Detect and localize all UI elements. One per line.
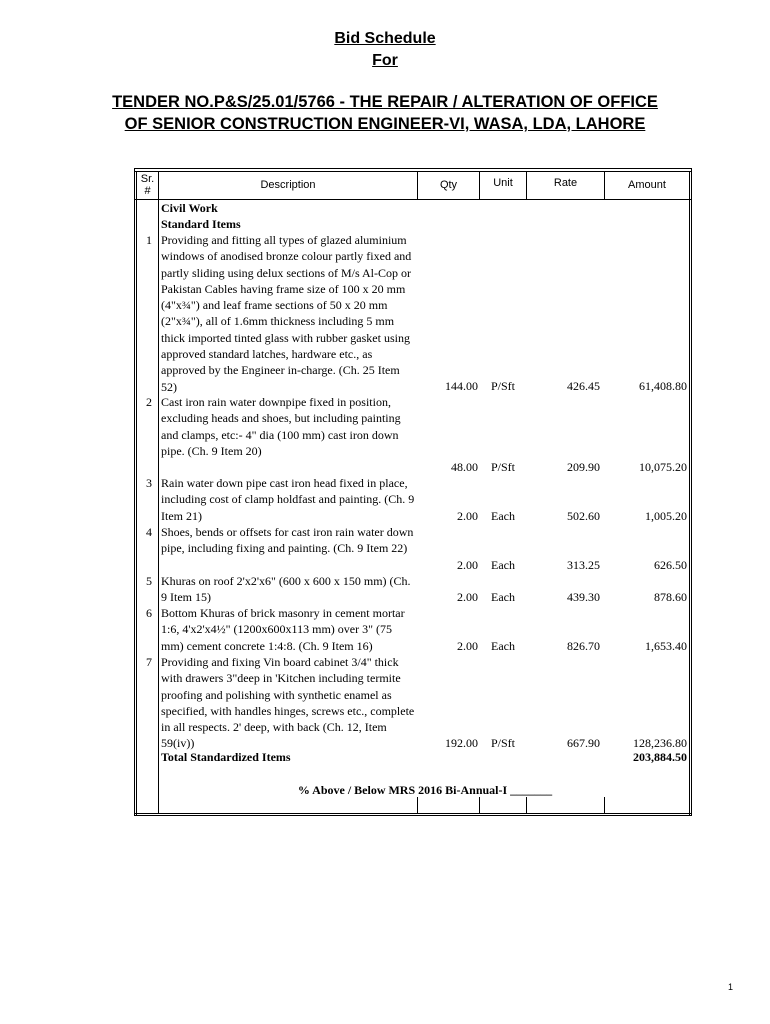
table-row-unit: Each xyxy=(491,509,515,523)
column-header-amount: Amount xyxy=(628,179,666,191)
table-row-unit: P/Sft xyxy=(490,736,515,750)
table-row-amount: 61,408.80 xyxy=(639,379,687,393)
document-title: Bid Schedule xyxy=(334,30,436,47)
table-row-qty: 2.00 xyxy=(457,558,478,572)
table-row-amount: 878.60 xyxy=(654,590,687,604)
table-row-rate: 667.90 xyxy=(567,736,600,750)
table-row-qty: 2.00 xyxy=(457,590,478,604)
table-row-description: Rain water down pipe cast iron head fixed in place, including cost of clamp holdfast and painting. (Ch. 9 Item 21) xyxy=(161,476,415,523)
section-title: Civil Work xyxy=(161,201,218,215)
table-row-description: Providing and fixing Vin board cabinet 3/4" thick with drawers 3"deep in 'Kitchen including termite proofing and polishing with synthetic enamel as specified, with handles hinges, screws etc., complete in all respects. 2' deep, with back (Ch. 12, Item 59(iv)) xyxy=(161,655,415,751)
table-row-rate: 426.45 xyxy=(567,379,600,393)
table-border-top xyxy=(134,168,692,169)
column-header-unit: Unit xyxy=(493,177,513,189)
table-border-left xyxy=(134,168,135,816)
table-row-amount: 626.50 xyxy=(654,558,687,572)
table-row-sr: 5 xyxy=(146,574,152,588)
table-row-unit: P/Sft xyxy=(490,460,515,474)
table-border-top-inner xyxy=(134,171,692,172)
col-divider-desc-bottom xyxy=(417,797,418,813)
total-amount: 203,884.50 xyxy=(633,750,687,764)
table-row-unit: Each xyxy=(491,590,515,604)
col-divider-sr xyxy=(158,171,159,813)
table-row-unit: Each xyxy=(491,558,515,572)
table-row-qty: 144.00 xyxy=(445,379,478,393)
table-row-sr: 1 xyxy=(146,233,152,247)
table-row-sr: 6 xyxy=(146,606,152,620)
table-row-sr: 7 xyxy=(146,655,152,669)
total-label: Total Standardized Items xyxy=(161,750,291,764)
table-border-right xyxy=(691,168,692,816)
table-row-unit: P/Sft xyxy=(490,379,515,393)
table-border-bottom-inner xyxy=(134,815,692,816)
table-row-amount: 1,653.40 xyxy=(645,639,687,653)
table-row-sr: 2 xyxy=(146,395,152,409)
table-row-description: Providing and fitting all types of glazed aluminium windows of anodised bronze colour partly fixed and partly sliding using delux sections of M/s Al-Cop or Pakistan Cables having frame size of 100 x 20 mm (4"x¾") and leaf frame sections of 50 x 20 mm (2"x¾"), all of 1.6mm thickness including 5 mm thick imported tinted glass with rubber gasket using approved standard latches, hardware etc., as approved by the Engineer in-charge. (Ch. 25 Item 52) xyxy=(161,233,412,394)
table-row-qty: 48.00 xyxy=(451,460,478,474)
table-border-bottom xyxy=(134,813,692,814)
table-row-qty: 2.00 xyxy=(457,509,478,523)
tender-title-line-1: TENDER NO.P&S/25.01/5766 - THE REPAIR / ALTERATION OF OFFICE xyxy=(112,93,658,111)
table-border-left-inner xyxy=(136,171,137,816)
table-row-unit: Each xyxy=(491,639,515,653)
column-header-rate: Rate xyxy=(553,177,578,189)
table-row-amount: 10,075.20 xyxy=(639,460,687,474)
page-number: 1 xyxy=(728,982,734,992)
table-row-rate: 502.60 xyxy=(567,509,600,523)
column-header-sr: Sr. # xyxy=(140,173,155,197)
table-row-rate: 439.30 xyxy=(567,590,600,604)
col-divider-rate-bottom xyxy=(604,797,605,813)
col-divider-unit-bottom xyxy=(526,797,527,813)
table-border-right-inner xyxy=(689,171,690,816)
column-header-description: Description xyxy=(260,179,316,191)
table-row-description: Bottom Khuras of brick masonry in cement mortar 1:6, 4'x2'x4½" (1200x600x113 mm) over 3" (75 mm) cement concrete 1:4:8. (Ch. 9 Item 16) xyxy=(161,606,405,653)
table-row-qty: 192.00 xyxy=(445,736,478,750)
document-subtitle-for: For xyxy=(372,52,398,69)
table-row-amount: 1,005.20 xyxy=(645,509,687,523)
table-row-qty: 2.00 xyxy=(457,639,478,653)
table-row-description: Khuras on roof 2'x2'x6" (600 x 600 x 150 mm) (Ch. 9 Item 15) xyxy=(161,574,411,605)
table-row-sr: 4 xyxy=(146,525,152,539)
table-row-rate: 826.70 xyxy=(567,639,600,653)
column-header-qty: Qty xyxy=(439,179,458,191)
tender-title-line-2: OF SENIOR CONSTRUCTION ENGINEER-VI, WASA, LDA, LAHORE xyxy=(124,115,646,133)
table-row-description: Shoes, bends or offsets for cast iron rain water down pipe, including fixing and painting. (Ch. 9 Item 22) xyxy=(161,525,414,556)
table-row-amount: 128,236.80 xyxy=(633,736,687,750)
col-divider-qty-bottom xyxy=(479,797,480,813)
table-row-sr: 3 xyxy=(146,476,152,490)
table-row-description: Cast iron rain water downpipe fixed in position, excluding heads and shoes, but including painting and clamps, etc:- 4" dia (100 mm) cast iron down pipe. (Ch. 9 Item 20) xyxy=(161,395,401,458)
table-row-rate: 209.90 xyxy=(567,460,600,474)
table-row-rate: 313.25 xyxy=(567,558,600,572)
subsection-title: Standard Items xyxy=(161,217,241,231)
above-below-rate-line: % Above / Below MRS 2016 Bi-Annual-I _______ xyxy=(297,783,553,797)
